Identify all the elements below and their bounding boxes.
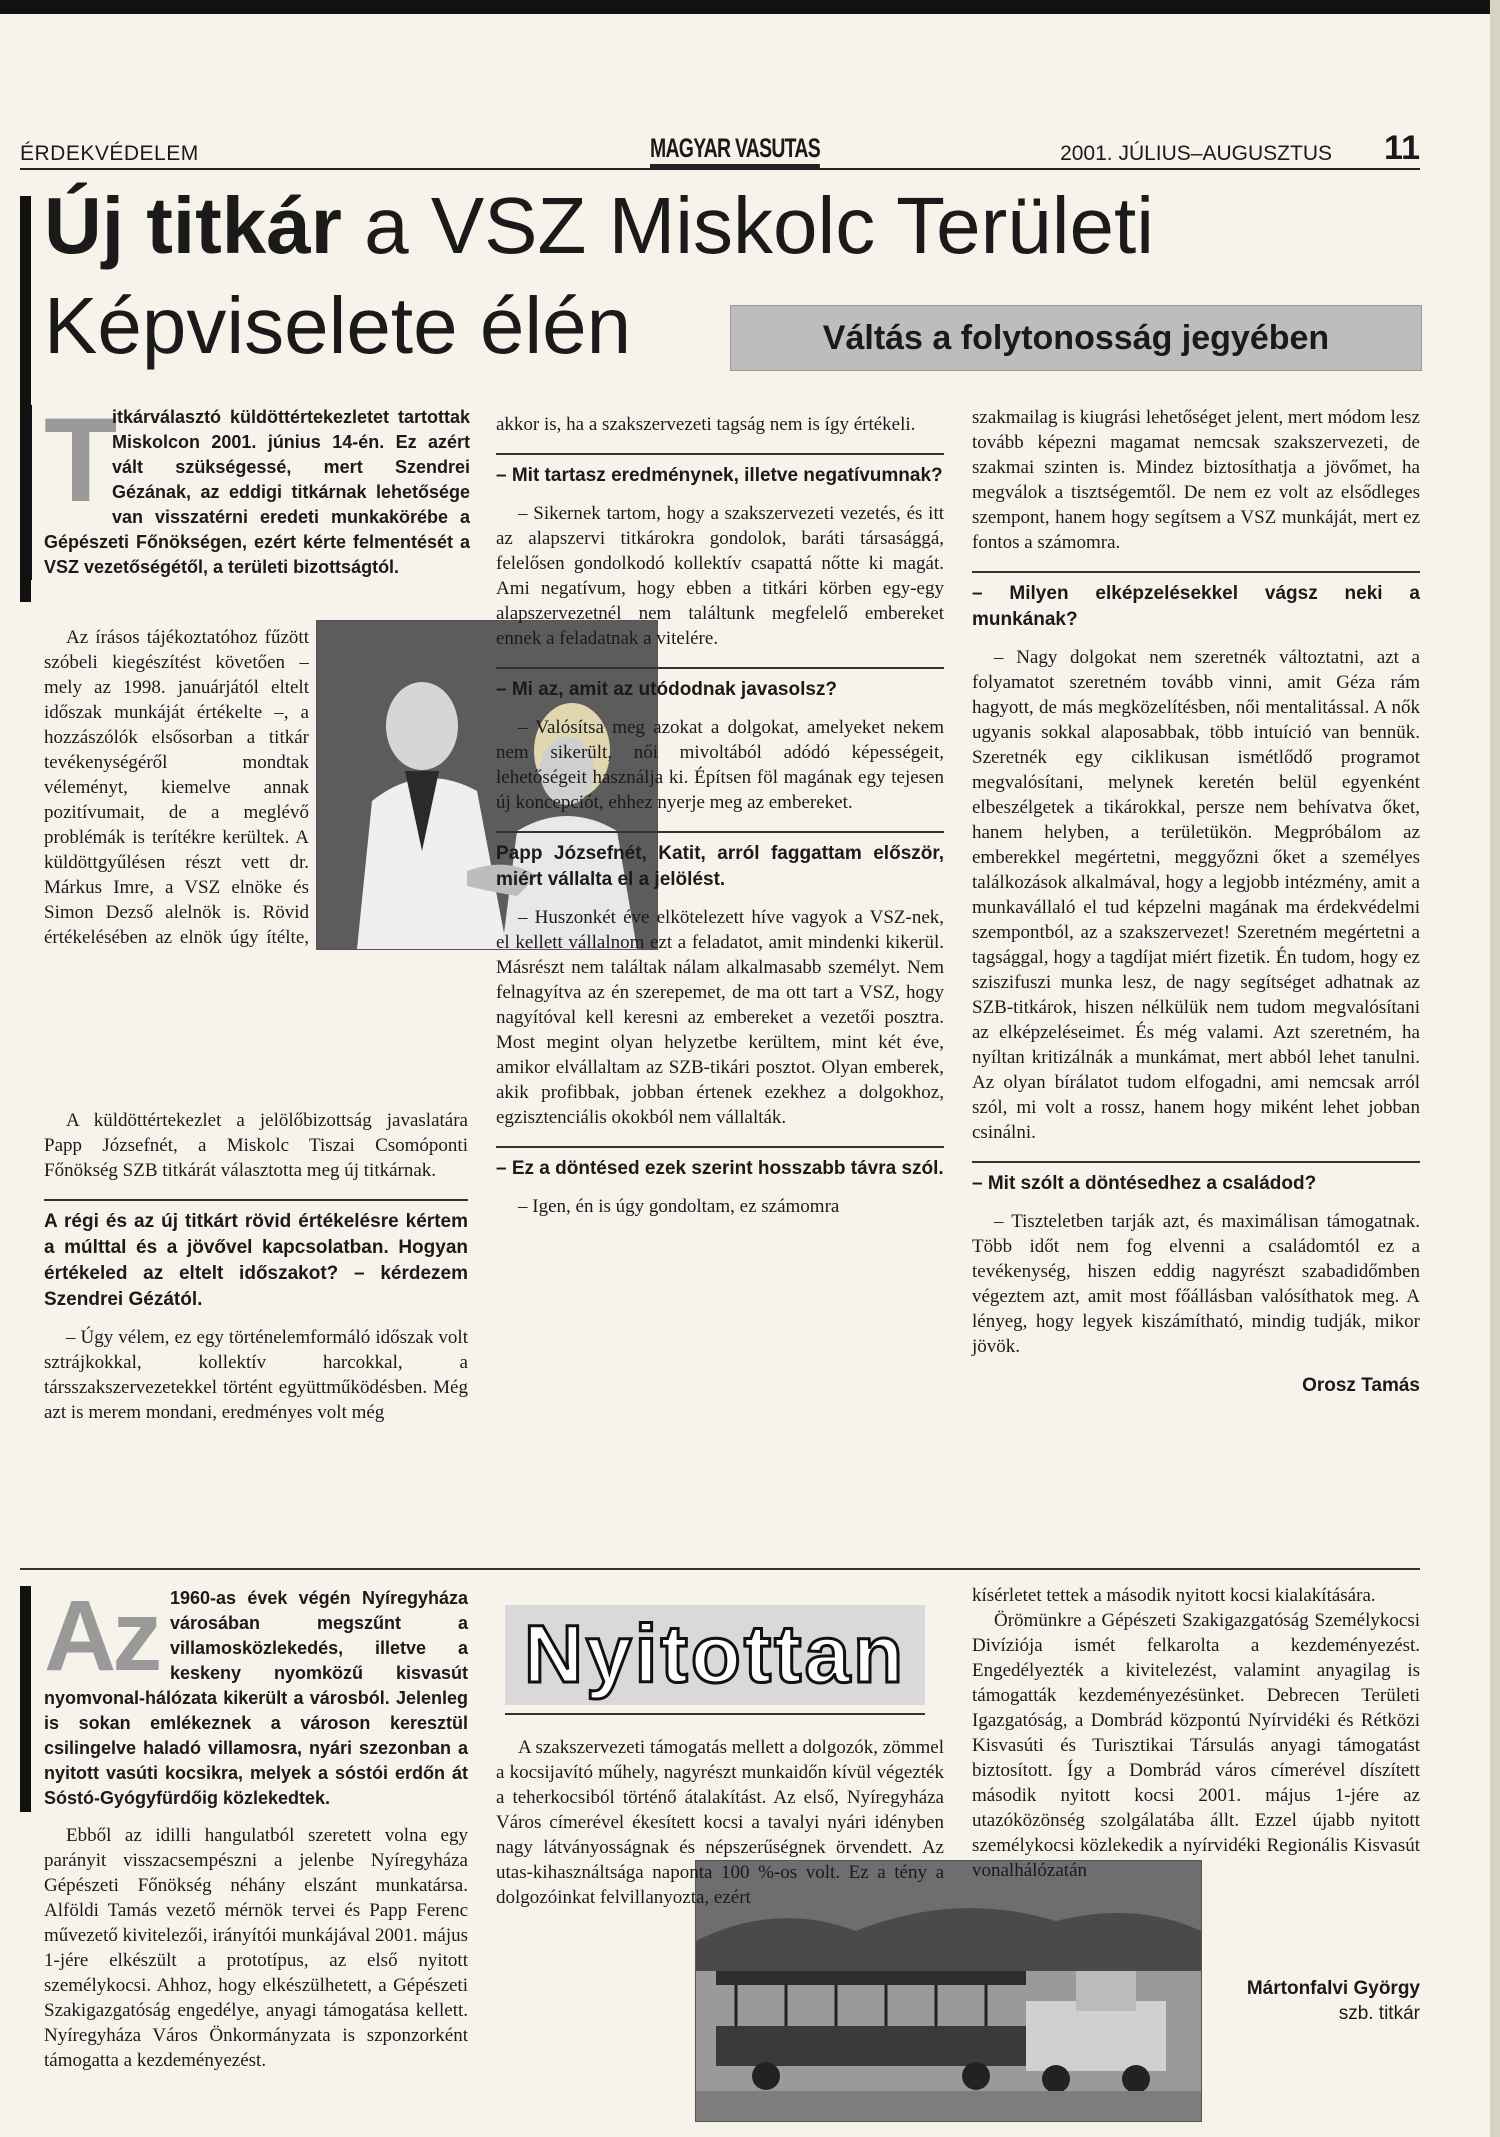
interview-question: Papp Józsefnét, Katit, arról faggattam először, miért vállalta el a jelölést. — [496, 831, 944, 893]
title-rest: a VSZ Miskolc Területi — [364, 181, 1154, 270]
section-label: ÉRDEKVÉDELEM — [20, 142, 199, 165]
paragraph: akkor is, ha a szakszervezeti tagság nem is így értékeli. — [496, 414, 916, 435]
article-divider — [20, 1568, 1420, 1570]
spacer — [695, 1860, 705, 1861]
interview-question: – Mit tartasz eredménynek, illetve negatívumnak? — [496, 453, 944, 489]
article-author: Orosz Tamás — [1302, 1375, 1420, 1396]
page-number: 11 — [1384, 129, 1420, 167]
interview-question: – Mit szólt a döntésedhez a családod? — [972, 1161, 1420, 1197]
paragraph: – Úgy vélem, ez egy történelemformáló időszak volt sztrájkokkal, kollektív harcokkal, a társszakszervezetekkel történt együttműködésben. Még azt is merem mondani, eredményes volt még — [44, 1327, 468, 1423]
paragraph: – Sikernek tartom, hogy a szakszervezeti vezetés, és itt az alapszervi titkárokra gondolok, baráti társasággá, felelősen gondolkodó kollektív csapattá nőtte ki magát. Ami negatívum, hogy ebben a titkári körben egy-egy alapszervezetnél nem találtunk megfelelő embereket ennek a feladatnak a vitelére. — [496, 503, 944, 649]
article2-column-3 — [972, 1583, 1420, 2026]
article1-column-1-wrap — [44, 625, 309, 950]
paragraph: Ebből az idilli hangulatból szeretett volna egy parányit visszacsempészni a jelenbe Nyíregyháza Gépészeti Főnökség néhány elszánt munkatársa. Alföldi Tamás vezető mérnök tervei és Papp Ferenc művezető kivitelezői, irányítói munkájával 2001. május 1-jére elkészült a prototípus, az első nyitott személykocsi. Ahhoz, hogy elkészülhetett, a Gépészeti Szakigazgatóság engedélye, anyagi támogatása kellett. Nyíregyháza Város Önkormányzata is szponzorként támogatta a kezdeményezést. — [44, 1825, 468, 2071]
article2-lead — [44, 1580, 468, 1811]
page-header — [20, 129, 1420, 170]
drop-cap: T — [44, 393, 118, 527]
issue-date: 2001. JÚLIUS–AUGUSZTUS — [1060, 142, 1332, 165]
paragraph: – Tiszteletben tarják azt, és maximálisan támogatnak. Több időt nem fog elvenni a családomtól ez a tevékenység, hiszen eddig nagyrészt szabadidőmben végeztem azt, amit most főállásban valósíthatok meg. A lényeg, hogy legyek kiszámítható, mindig tudják, mikor jövök. — [972, 1211, 1420, 1357]
drop-cap: Az — [44, 1580, 159, 1692]
paragraph — [496, 1735, 944, 2130]
paragraph: Örömünkre a Gépészeti Szakigazgatóság Személykocsi Divíziója ismét felkarolta a kezdeményezést. Engedélyezték a kivitelezést, valamint anyagilag is támogatták kezdeményezésünket. Debrecen Területi Igazgatóság, a Dombrád központú Nyírvidéki és Rétközi Kisvasúti és Turisztikai Társulás anyagi támogatást biztosított. Így a Dombrád város címerével díszített második nyitott kocsi 2001. május 1-jére az utazóközönség szolgálatába állt. Ezzel újabb nyitott személykocsi közlekedik a nyírvidéki Regionális Kisvasút vonalhálózatán — [972, 1610, 1420, 1881]
article-title-line1 — [44, 181, 1154, 270]
article1-column-1 — [22, 393, 470, 580]
article-title-line2: Képviselete élén — [44, 281, 632, 370]
title-underline — [505, 1713, 925, 1715]
lead-text: itkárválasztó küldöttértekezletet tartottak Miskolcon 2001. június 14-én. Ez azért vált szükségessé, mert Szendrei Gézának, az eddigi titkárnak lehetősége van visszatérni eredeti munkakörébe a Gépészeti Főnökségen, ezért kérte felmentését a VSZ vezetőségétől, a területi bizottságtól. — [44, 407, 470, 577]
lead-text: 1960-as évek végén Nyíregyháza városában megszűnt a villamosközlekedés, illetve a keskeny nyomközű kisvasút nyomvonal-hálózata kikerült a városból. Jelenleg is sokan emlékeznek a városon keresztül csilingelve haladó villamosra, nyári szezonban a nyitott vasúti kocsikra, melyek a sóstói erdőn át Sóstó-Gyógyfürdőig közlekedtek. — [44, 1588, 468, 1808]
title-bold: Új titkár — [44, 181, 342, 270]
author-title: szb. titkár — [1338, 2003, 1420, 2024]
interview-question: – Milyen elképzelésekkel vágsz neki a munkának? — [972, 571, 1420, 633]
paragraph: A küldöttértekezlet a jelölőbizottság javaslatára Papp Józsefnét, a Miskolc Tiszai Csomóponti Főnökség SZB titkárát választotta meg új titkárnak. — [44, 1110, 468, 1181]
masthead-logo: MAGYAR VASUTAS — [650, 133, 820, 168]
article2-column-2 — [496, 1735, 944, 2130]
article-subtitle: Váltás a folytonosság jegyében — [730, 305, 1422, 371]
interview-question: – Mi az, amit az utódodnak javasolsz? — [496, 667, 944, 703]
interview-question: – Ez a döntésed ezek szerint hosszabb távra szól. — [496, 1146, 944, 1182]
article1-column-1-cont — [44, 950, 468, 1425]
paragraph: szakmailag is kiugrási lehetőséget jelent, mert módom lesz tovább képezni magamat nemcsak szakszervezeti, de szakmai szinten is. Mindez biztosíthatja a jövőmet, ha megválok a tisztségemtől. De nem ez volt az elsődleges szempont, hanem hogy segítsem a VSZ munkáját, mert ez fontos a számomra. — [972, 407, 1420, 553]
article-author: Mártonfalvi György — [1246, 1978, 1420, 1999]
article2-title: Nyitottan — [505, 1605, 925, 1705]
interview-question: A régi és az új titkárt rövid értékelésre kértem a múlttal és a jövővel kapcsolatban. Hogyan értékeled az eltelt időszakot? – kérdezem Szendrei Gézától. — [44, 1199, 468, 1313]
page-right-edge — [1490, 0, 1500, 2137]
lead-bar-decoration — [20, 1586, 31, 1812]
paragraph: – Huszonkét éve elkötelezett híve vagyok a VSZ-nek, el kellett vállalnom ezt a feladatot, amit mindenki kikerül. Másrészt nem találtak nálam alkalmasabb személyt. Nem felnagyítva az én szerepemet, de ma ott tart a VSZ, hogy nagyítóval kell keresni az embereket a vezetői posztra. Most megint olyan helyzetbe kerültem, mint két éve, amikor elvállaltam az SZB-tikári posztot. Olyan emberek, akik profibbak, jobban értenek ezekhez a dolgokhoz, egzisztenciális okokból nem vállalták. — [496, 907, 944, 1128]
paragraph: – Nagy dolgokat nem szeretnék változtatni, azt a folyamatot szeretném tovább vinni, amit Géza rám hagyott, de más megközelítésben, női mentalitással. A nők ugyanis sokkal alaposabbak, több intuíció van bennük. Szeretnék egy ciklikusan ismétlődő programot megvalósítani, melynek keretén belül egyenként elbeszélgetek a tikárokkal, persze nem behívatva őket, hanem helyben, a területükön. Megpróbálom az emberekkel megértetni, meggyőzni őket a személyes találkozások alkalmával, hogy a legjobb intézmény, amit a munkavállaló el tud képzelni magának ma érdekvédelmi szempontból, az a szakszervezet! Szeretném megértetni a tagsággal, hogy a tagdíjat miért fizetik. Én tudom, hogy ez sziszifuszi munka lesz, de nagy segítséget adhatnak az SZB-titkárok, hiszen nélkülük nem tudom megvalósítani az elképzeléseimet. És még valami. Azt szeretném, ha nyíltan kritizálnák a munkámat, mert abból lehet tanulni. Az olyan bírálatot tudom elfogadni, ami nemcsak arról szól, mi volt a rossz, hanem hogy miként lehet jobban csinálni. — [972, 647, 1420, 1143]
article1-column-3 — [972, 405, 1420, 1398]
article2-column-1 — [44, 1580, 468, 2073]
paragraph: Az írásos tájékoztatóhoz fűzött szóbeli kiegészítést követően – mely az 1998. januárjától eltelt időszak munkáját értékelte –, a hozzászólók elsősorban a titkár tevékenységéről mondtak véleményt, kiemelve annak pozitívumait, de a meglévő problémák is terítékre kerültek. A küldöttgyűlésen részt vett dr. Márkus Imre, a VSZ elnöke és Simon Dezső alelnök is. Rövid értékelésében az elnök úgy ítélte, — [44, 627, 309, 948]
paragraph: – Valósítsa meg azokat a dolgokat, amelyeket nekem nem sikerült, női mivoltából adódó képességeit, lehetőségeit használja ki. Építsen föl magának egy tejesen új koncepciót, ehhez nyerje meg az embereket. — [496, 717, 944, 813]
article1-column-2 — [496, 412, 944, 1219]
article1-lead — [22, 393, 470, 580]
paragraph: – Igen, én is úgy gondoltam, ez számomra — [518, 1196, 840, 1217]
page-top-edge — [0, 0, 1500, 14]
paragraph-text: A szakszervezeti támogatás mellett a dolgozók, zömmel a kocsijavító műhely, nagyrészt munkaidőn kívül végezték a teherkocsiból történő átalakítást. Az első, Nyíregyháza Város címerével ékesített kocsi a tavalyi nyári idényben nagy látványosságnak és népszerűségnek örvendett. Az utas-kihasználtsága naponta 100 %-os volt. Ez a tény a dolgozóinkat felvillanyozta, ezért — [496, 1737, 944, 1908]
paragraph: kísérletet tettek a második nyitott kocsi kialakítására. — [972, 1585, 1376, 1606]
